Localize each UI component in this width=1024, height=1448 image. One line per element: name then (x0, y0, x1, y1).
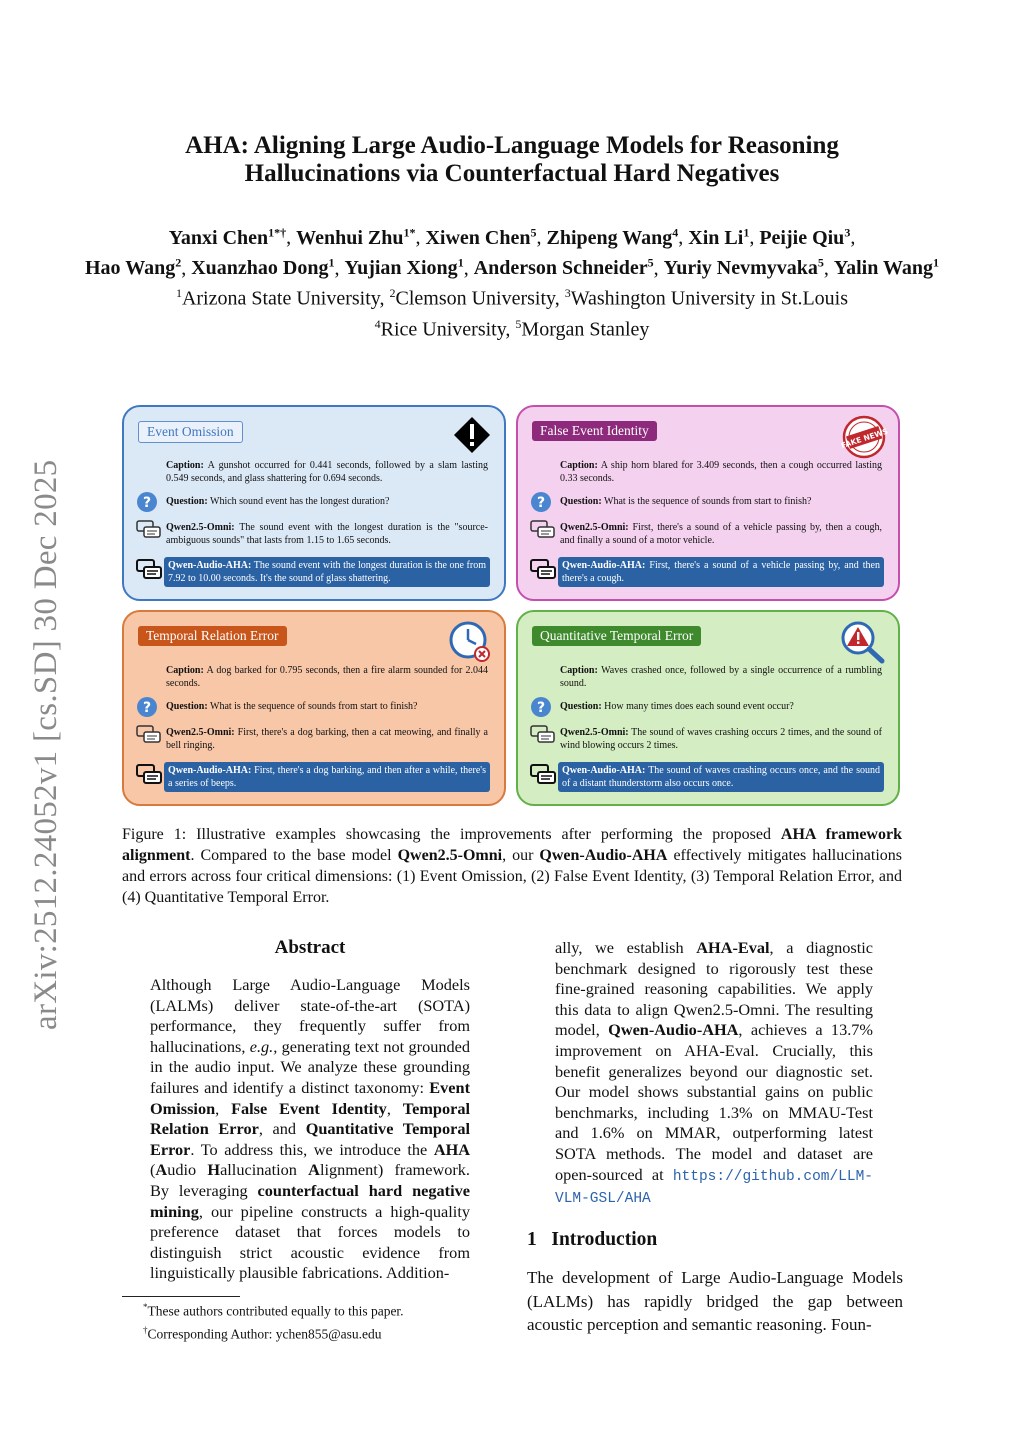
chat-bubbles-icon (136, 520, 162, 540)
author: Xiwen Chen$^5$ (425, 225, 537, 249)
fake-news-stamp-icon (839, 415, 890, 459)
author: Xuanzhao Dong$^1$ (191, 255, 335, 280)
author: Yujian Xiong$^1$ (344, 255, 464, 280)
panel-event-omission (122, 405, 506, 601)
panel-question: Question: How many times does each sound event occur? (560, 701, 794, 712)
svg-text:?: ? (142, 495, 152, 511)
panel-false-event-identity (516, 405, 900, 601)
footnote-corresponding-author: †Corresponding Author: ychen855@asu.edu (143, 1324, 382, 1341)
question-icon (530, 491, 552, 513)
intro-text: The development of Large Audio-Language Models (LALMs) has rapidly bridged the gap between acoustic perception and semantic reasoning. Foun- (527, 1268, 903, 1334)
clock-error-icon (448, 620, 492, 664)
panel-question: Question: What is the sequence of sounds from start to finish? (166, 701, 418, 712)
panel-qwen-answer: Qwen2.5-Omni: The sound of waves crashing occurs 2 times, and the sound of wind blowing occurs 2 times. (560, 727, 882, 751)
chat-bubbles-icon (530, 725, 556, 745)
panel-aha-answer: Qwen-Audio-AHA: First, there's a dog barking, and then after a while, there's a series of beeps. (164, 762, 490, 792)
abstract-text-left: Although Large Audio-Language Models (LALMs) deliver state-of-the-art (SOTA) performance, they frequently suffer from hallucinations, e.g., generating text not grounded in the audio input. We analyze these grounding failures and identify a distinct taxonomy: Event Omission, False Event Identity, Temporal Relation Error, and Quantitative Temporal Error. To address this, we introduce the AHA (Audio Hallucination Alignment) framework. By leveraging counterfactual hard negative mining, our pipeline constructs a high-quality preference dataset that forces models to distinguish strict acoustic evidence from linguistically plausible fabrications. Addition- (150, 975, 471, 1283)
affiliation-line-1: $^1$Arizona State University, $^2$Clemson University, $^3$Washington University in St.Louis (175, 286, 849, 310)
panel-tag: Event Omission (138, 421, 243, 443)
fake-news-text: FAKE NEWS (839, 426, 890, 451)
author: Xin Li$^1$ (688, 225, 750, 249)
affiliation-line-2: $^4$Rice University, $^5$Morgan Stanley (374, 316, 650, 341)
intro-heading: 1 Introduction (527, 1229, 658, 1250)
panel-tag: Temporal Relation Error (138, 626, 287, 646)
question-icon (530, 696, 552, 718)
title-line-2: Hallucinations via Counterfactual Hard Negatives (244, 160, 780, 187)
paper-title (120, 132, 904, 188)
author-block (40, 220, 984, 343)
author: Zhipeng Wang$^4$ (546, 225, 679, 249)
panel-caption: Caption: A dog barked for 0.795 seconds, then a fire alarm sounded for 2.044 seconds. (166, 665, 489, 689)
svg-text:?: ? (142, 700, 152, 716)
panel-qwen-answer: Qwen2.5-Omni: First, there's a dog barking, then a cat meowing, and finally a bell ringing. (166, 727, 488, 751)
panel-question: Question: What is the sequence of sounds from start to finish? (560, 496, 812, 507)
panel-caption: Caption: A gunshot occurred for 0.441 seconds, followed by a slam lasting 0.549 seconds, and glass shattering for 0.694 seconds. (166, 460, 488, 484)
panel-qwen-answer: Qwen2.5-Omni: First, there's a sound of a vehicle passing by, then a cough, and finally a sound of a motor vehicle. (560, 522, 882, 546)
panel-aha-answer: Qwen-Audio-AHA: The sound of waves crashing occurs once, and the sound of a distant thunderstorm also occurs once. (558, 762, 884, 792)
panel-temporal-relation-error (122, 610, 506, 806)
question-icon (136, 491, 158, 513)
title-line-1: AHA: Aligning Large Audio-Language Models for Reasoning (185, 132, 839, 159)
footnote-equal-contribution: *These authors contributed equally to this paper. (143, 1302, 404, 1319)
abstract-text-right: ally, we establish AHA-Eval, a diagnostic benchmark designed to rigorously test these fine-grained reasoning capabilities. We apply this data to align Qwen2.5-Omni. The resulting model, Qwen-Audio-AHA, achieves a 13.7% improvement on AHA-Eval. Crucially, this benefit generalizes beyond our diagnostic set. Our model shows substantial gains on public benchmarks, including 1.3% on MMAU-Test and 1.6% on MMAR, outperforming latest SOTA methods. The model and dataset are open-sourced at https://github.com/LLM-VLM-GSL/AHA (555, 938, 873, 1208)
github-link[interactable]: https://github.com/LLM-VLM-GSL/AHA (555, 1168, 873, 1208)
panel-aha-answer: Qwen-Audio-AHA: The sound event with the longest duration is the one from 7.92 to 10.00 seconds. It's the sound of glass shattering. (164, 557, 490, 587)
panel-caption: Caption: A ship horn blared for 3.409 seconds, then a cough occurred lasting 0.33 seconds. (560, 460, 882, 484)
chat-bubbles-icon (530, 520, 556, 540)
question-icon (136, 696, 158, 718)
author-line-2: Hao Wang$^2$, Xuanzhao Dong$^1$, Yujian Xiong$^1$, Anderson Schneider$^5$, Yuriy Nevmyvaka$^5$, Yalin Wang$^1$ (85, 255, 939, 280)
warning-diamond-icon (452, 415, 492, 455)
magnifier-warning-icon (840, 620, 886, 664)
author: Yalin Wang$^1$ (833, 255, 939, 280)
footnote-rule (122, 1296, 240, 1297)
arxiv-stamp: arXiv:2512.24052v1 [cs.SD] 30 Dec 2025 (28, 459, 64, 1030)
author: Yanxi Chen$^{1*\dagger}$ (168, 225, 287, 249)
footnotes (143, 1298, 404, 1343)
author: Hao Wang$^2$ (85, 255, 182, 280)
chat-bubbles-icon (136, 725, 162, 745)
chat-bubbles-icon (136, 559, 162, 581)
chat-bubbles-icon (530, 559, 556, 581)
figure-caption: Figure 1: Illustrative examples showcasing the improvements after performing the proposed AHA framework alignment. Compared to the base model Qwen2.5-Omni, our Qwen-Audio-AHA effectively mitigates hallucinations and errors across four critical dimensions: (1) Event Omission, (2) False Event Identity, (3) Temporal Relation Error, and (4) Quantitative Temporal Error. (122, 826, 903, 906)
abstract-heading: Abstract (274, 937, 346, 958)
chat-bubbles-icon (530, 764, 556, 786)
author-line-1: Yanxi Chen$^{1*\dagger}$, Wenhui Zhu$^{1*}$, Xiwen Chen$^5$, Zhipeng Wang$^4$, Xin Li$^1$, Peijie Qiu$^3$, (168, 225, 856, 249)
panel-qwen-answer: Qwen2.5-Omni: The sound event with the longest duration is the "source-ambiguous sounds" that lasts from 1.15 to 1.65 seconds. (166, 522, 488, 546)
author: Yuriy Nevmyvaka$^5$ (663, 255, 824, 280)
chat-bubbles-icon (136, 764, 162, 786)
panel-tag: False Event Identity (532, 421, 657, 441)
panel-quantitative-temporal-error (516, 610, 900, 806)
svg-text:?: ? (536, 700, 546, 716)
panel-caption: Caption: Waves crashed once, followed by a single occurrence of a rumbling sound. (560, 665, 882, 689)
author: Peijie Qiu$^3$ (759, 225, 851, 249)
panel-tag: Quantitative Temporal Error (532, 626, 701, 646)
svg-text:?: ? (536, 495, 546, 511)
author: Wenhui Zhu$^{1*}$ (296, 225, 416, 249)
panel-aha-answer: Qwen-Audio-AHA: First, there's a sound of a vehicle passing by, and then there's a cough. (558, 557, 884, 587)
panel-question: Question: Which sound event has the longest duration? (166, 496, 390, 507)
author: Anderson Schneider$^5$ (473, 255, 654, 280)
